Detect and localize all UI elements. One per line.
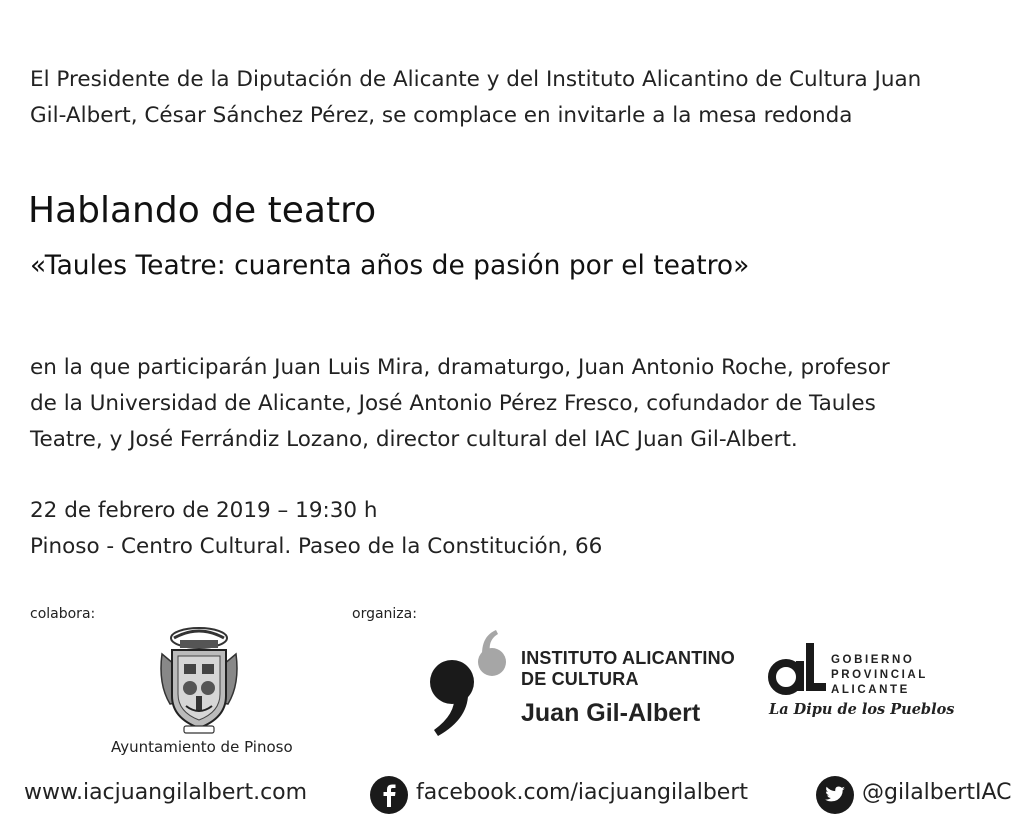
twitter-icon[interactable] xyxy=(816,776,854,814)
participants-line: Teatre, y José Ferrándiz Lozano, director cultural del IAC Juan Gil-Albert. xyxy=(30,427,798,452)
participants-line: en la que participarán Juan Luis Mira, dramaturgo, Juan Antonio Roche, profesor xyxy=(30,355,890,380)
dipu-name xyxy=(831,653,928,698)
organiza-label: organiza: xyxy=(352,606,417,622)
intro-paragraph xyxy=(30,62,990,134)
participants-paragraph xyxy=(30,350,990,458)
iac-juan-gil-albert: Juan Gil-Albert xyxy=(521,699,701,727)
iac-comma-logo xyxy=(424,630,514,738)
facebook-icon[interactable] xyxy=(370,776,408,814)
iac-name xyxy=(521,648,735,690)
iac-line: DE CULTURA xyxy=(521,669,639,689)
participants-line: de la Universidad de Alicante, José Antonio Pérez Fresco, cofundador de Taules xyxy=(30,391,876,416)
iac-line: INSTITUTO ALICANTINO xyxy=(521,648,735,668)
dipu-line: PROVINCIAL xyxy=(831,669,928,681)
event-title: Hablando de teatro xyxy=(28,190,377,231)
website-link[interactable]: www.iacjuangilalbert.com xyxy=(24,780,308,805)
event-venue: Pinoso - Centro Cultural. Paseo de la Constitución, 66 xyxy=(30,534,603,559)
event-datetime: 22 de febrero de 2019 – 19:30 h xyxy=(30,498,378,523)
pinoso-crest-logo xyxy=(150,624,248,736)
event-subtitle: «Taules Teatre: cuarenta años de pasión por el teatro» xyxy=(30,250,750,281)
dipu-slogan: La Dipu de los Pueblos xyxy=(769,701,955,718)
intro-line: El Presidente de la Diputación de Alicante y del Instituto Alicantino de Cultura Juan xyxy=(30,67,922,92)
dipu-al-logo xyxy=(768,641,826,697)
intro-line: Gil-Albert, César Sánchez Pérez, se complace en invitarle a la mesa redonda xyxy=(30,103,853,128)
twitter-handle[interactable]: @gilalbertIAC xyxy=(862,780,1012,805)
colabora-label: colabora: xyxy=(30,606,96,622)
dipu-line: GOBIERNO xyxy=(831,654,915,666)
dipu-line: ALICANTE xyxy=(831,684,910,696)
pinoso-name: Ayuntamiento de Pinoso xyxy=(111,738,293,756)
facebook-link[interactable]: facebook.com/iacjuangilalbert xyxy=(416,780,748,805)
event-details xyxy=(30,493,602,565)
